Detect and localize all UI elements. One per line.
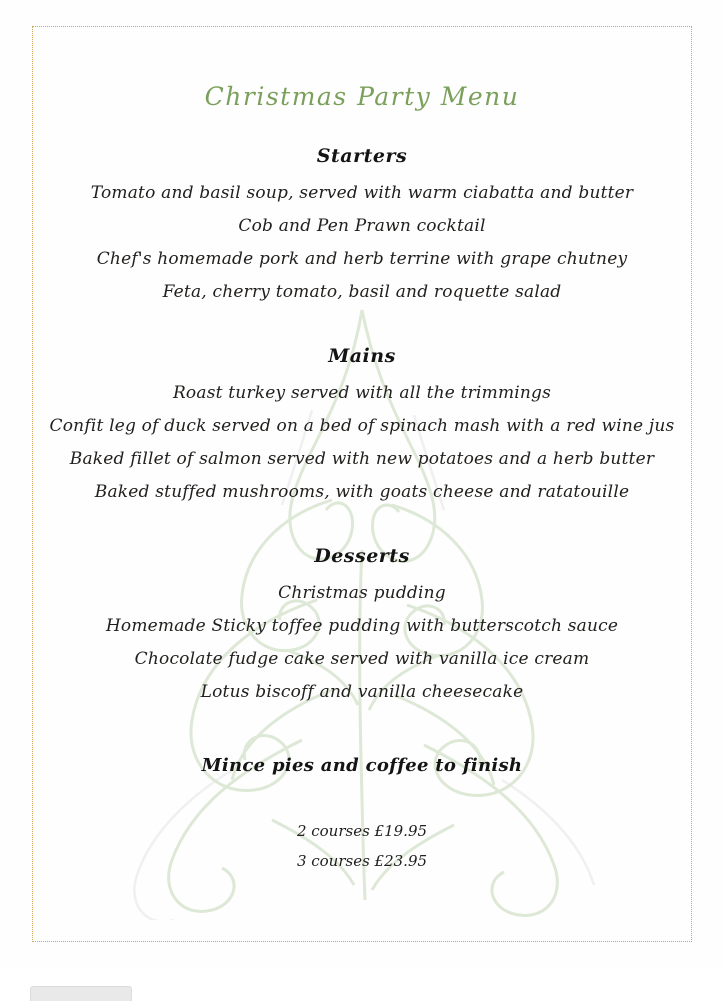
menu-item: Tomato and basil soup, served with warm ciabatta and butter — [90, 183, 634, 203]
finish-note: Mince pies and coffee to finish — [201, 755, 523, 776]
section-heading-starters: Starters — [316, 145, 408, 167]
price-list — [0, 816, 724, 876]
menu-item: Feta, cherry tomato, basil and roquette salad — [162, 282, 562, 302]
bottom-tab-stub — [30, 986, 132, 1001]
section-mains — [0, 345, 724, 509]
menu-item: Baked fillet of salmon served with new potatoes and a herb butter — [69, 449, 655, 469]
section-starters — [0, 145, 724, 309]
price-line: 3 courses £23.95 — [296, 852, 428, 870]
menu-item: Baked stuffed mushrooms, with goats cheese and ratatouille — [94, 482, 630, 502]
section-desserts — [0, 545, 724, 709]
price-line: 2 courses £19.95 — [296, 822, 428, 840]
menu-item: Chef's homemade pork and herb terrine with grape chutney — [96, 249, 628, 269]
section-heading-desserts: Desserts — [314, 545, 410, 567]
menu-item: Christmas pudding — [278, 583, 446, 603]
menu-item: Lotus biscoff and vanilla cheesecake — [200, 682, 524, 702]
section-heading-mains: Mains — [328, 345, 396, 367]
menu-item: Confit leg of duck served on a bed of spinach mash with a red wine jus — [49, 416, 675, 436]
menu-item: Chocolate fudge cake served with vanilla ice cream — [134, 649, 590, 669]
menu-item: Homemade Sticky toffee pudding with butterscotch sauce — [105, 616, 619, 636]
page-title: Christmas Party Menu — [204, 82, 520, 111]
menu-item: Roast turkey served with all the trimmings — [172, 383, 552, 403]
menu-item: Cob and Pen Prawn cocktail — [238, 216, 486, 236]
